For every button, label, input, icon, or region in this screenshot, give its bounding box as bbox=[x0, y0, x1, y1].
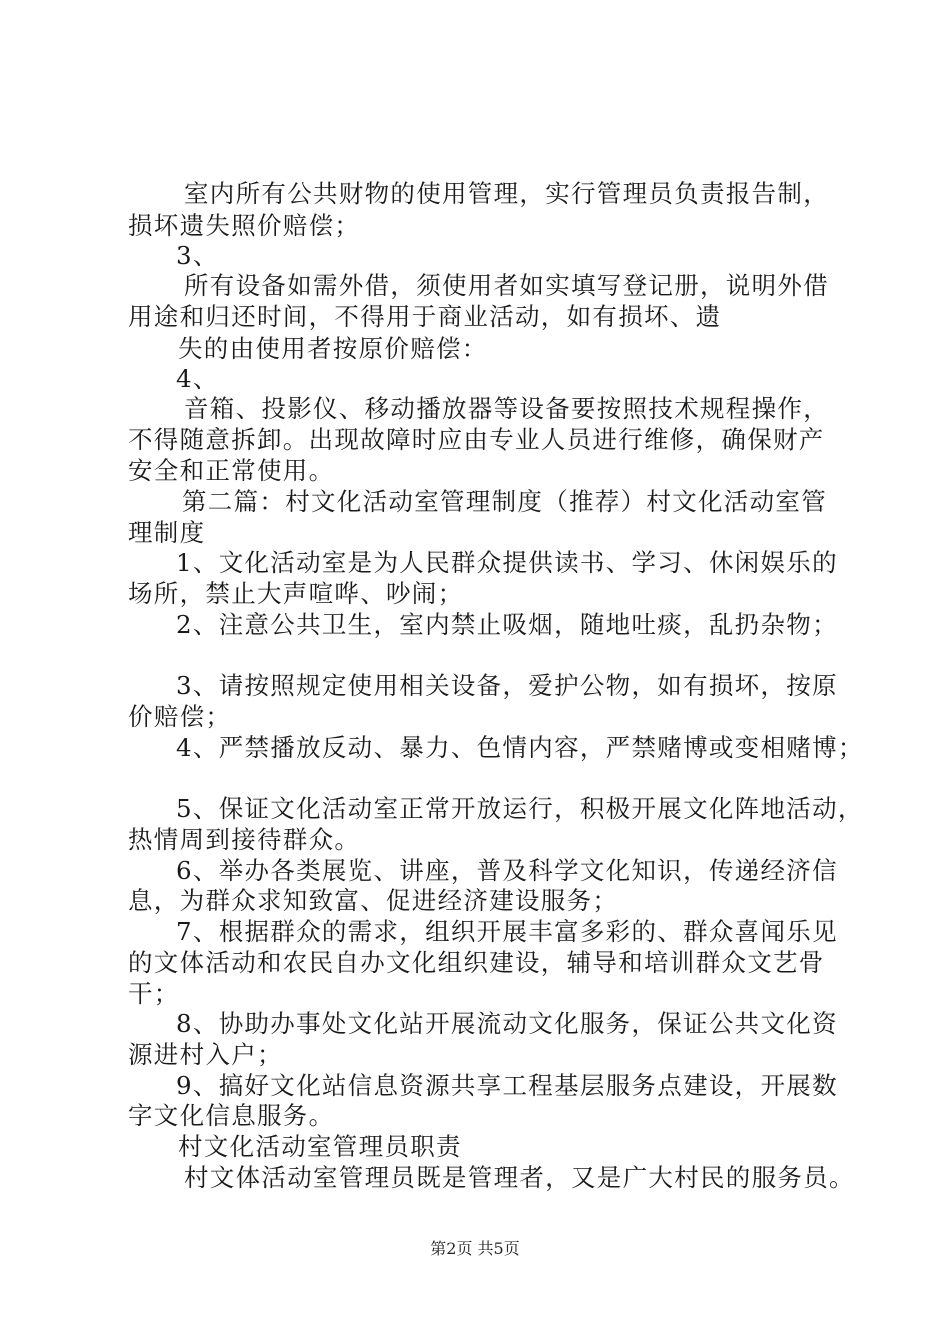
section-heading: 理制度 bbox=[128, 518, 206, 547]
text-line: 所有设备如需外借，须使用者如实填写登记册，说明外借 bbox=[184, 271, 829, 300]
text-line: 的文体活动和农民自办文化组织建设，辅导和培训群众文艺骨 bbox=[128, 948, 825, 977]
section-heading: 村文化活动室管理员职责 bbox=[178, 1132, 462, 1161]
text-line: 4、严禁播放反动、暴力、色情内容，严禁赌博或变相赌博； bbox=[176, 733, 864, 762]
text-line: 8、协助办事处文化站开展流动文化服务，保证公共文化资 bbox=[176, 1009, 838, 1038]
text-line: 5、保证文化活动室正常开放运行，积极开展文化阵地活动， bbox=[176, 794, 864, 823]
page-number-footer: 第2页 共5页 bbox=[430, 1239, 520, 1258]
text-line: 价赔偿； bbox=[128, 702, 232, 731]
text-line: 源进村入户； bbox=[128, 1040, 283, 1069]
text-line: 3、 bbox=[176, 241, 219, 270]
text-line: 字文化信息服务。 bbox=[128, 1101, 335, 1130]
text-line: 3、请按照规定使用相关设备，爱护公物，如有损坏，按原 bbox=[176, 671, 838, 700]
text-line: 失的由使用者按原价赔偿： bbox=[178, 334, 488, 363]
text-line: 室内所有公共财物的使用管理，实行管理员负责报告制， bbox=[184, 179, 829, 208]
text-line: 用途和归还时间，不得用于商业活动，如有损坏、遗 bbox=[128, 302, 722, 331]
text-line: 6、举办各类展览、讲座，普及科学文化知识，传递经济信 bbox=[176, 856, 838, 885]
text-line: 息，为群众求知致富、促进经济建设服务； bbox=[128, 886, 619, 915]
text-line: 1、文化活动室是为人民群众提供读书、学习、休闲娱乐的 bbox=[176, 548, 838, 577]
text-line: 热情周到接待群众。 bbox=[128, 825, 361, 854]
text-line: 音箱、投影仪、移动播放器等设备要按照技术规程操作， bbox=[184, 394, 829, 423]
text-line: 损坏遗失照价赔偿； bbox=[128, 211, 361, 240]
text-line: 7、根据群众的需求，组织开展丰富多彩的、群众喜闻乐见 bbox=[176, 917, 838, 946]
text-line: 2、注意公共卫生，室内禁止吸烟，随地吐痰，乱扔杂物； bbox=[176, 610, 838, 639]
text-line: 安全和正常使用。 bbox=[128, 456, 335, 485]
text-line: 9、搞好文化站信息资源共享工程基层服务点建设，开展数 bbox=[176, 1071, 838, 1100]
text-line: 村文体活动室管理员既是管理者，又是广大村民的服务员。 bbox=[184, 1163, 855, 1192]
text-line: 干； bbox=[128, 979, 180, 1008]
text-line: 不得随意拆卸。出现故障时应由专业人员进行维修，确保财产 bbox=[128, 425, 825, 454]
text-line: 4、 bbox=[176, 364, 219, 393]
section-heading: 第二篇：村文化活动室管理制度（推荐）村文化活动室管 bbox=[182, 487, 827, 516]
text-line: 场所，禁止大声喧哗、吵闹； bbox=[128, 579, 464, 608]
